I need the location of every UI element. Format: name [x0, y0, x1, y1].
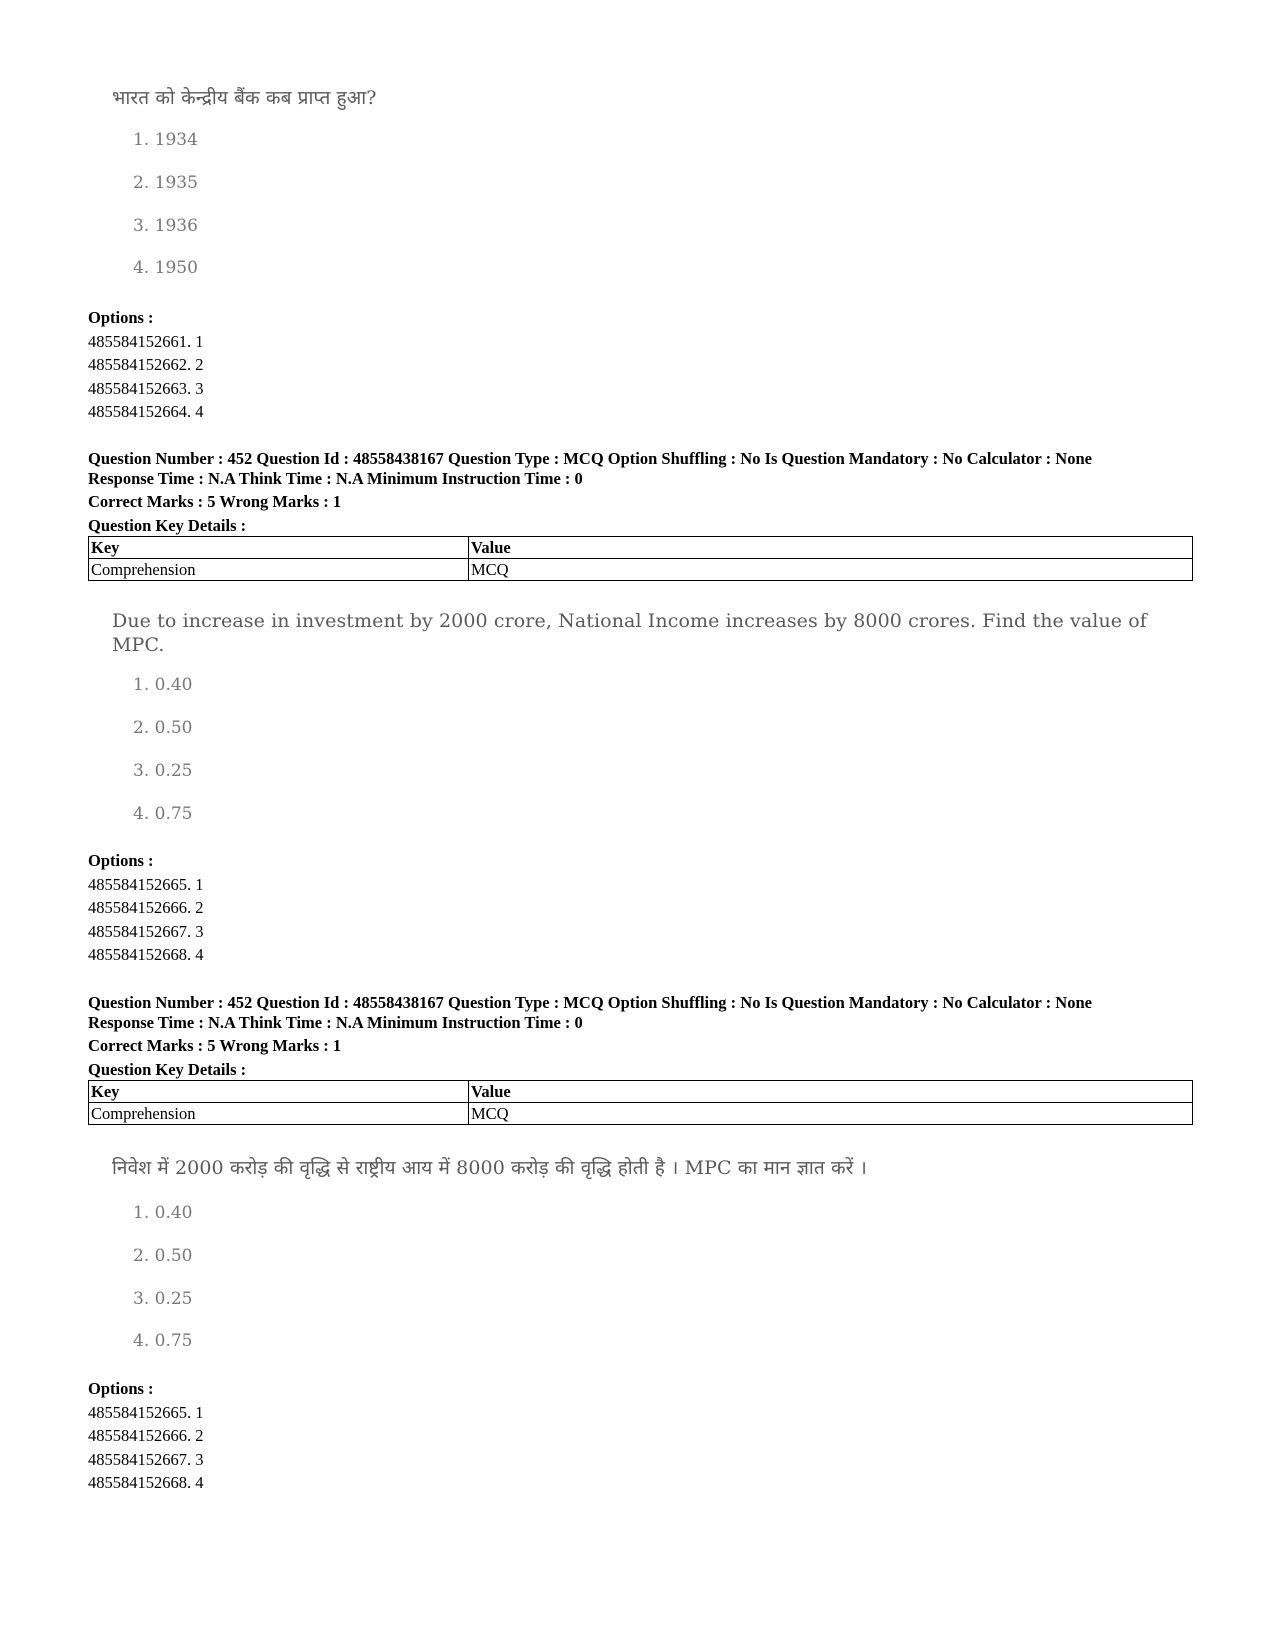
question-2-meta-line-2: Response Time : N.A Think Time : N.A Minimum Instruction Time : 0	[88, 469, 583, 488]
table-header-key: Key	[89, 537, 469, 559]
table-header-value: Value	[469, 1081, 1193, 1103]
options-label: Options :	[88, 308, 154, 327]
table-row	[89, 559, 1193, 581]
table-row	[89, 1103, 1193, 1125]
question-3-meta-line-1: Question Number : 452 Question Id : 48558438167 Question Type : MCQ Option Shuffling : No Is Question Mandatory : No Calculator : None	[88, 993, 1092, 1012]
table-cell-key: Comprehension	[89, 559, 469, 581]
question-3-options	[88, 1377, 204, 1495]
option-item: 485584152665. 1	[88, 874, 204, 894]
option-item: 485584152667. 3	[88, 921, 204, 941]
question-3-marks	[88, 1034, 341, 1081]
table-cell-value: MCQ	[469, 559, 1193, 581]
table-header-value: Value	[469, 537, 1193, 559]
option-item: 485584152665. 1	[88, 1402, 204, 1422]
question-1-options	[88, 306, 204, 424]
question-3-stem: निवेश में 2000 करोड़ की वृद्धि से राष्ट्रीय आय में 8000 करोड़ की वृद्धि होती है । MPC का मान ज्ञात करें ।	[112, 1157, 867, 1179]
question-2-choice-1: 1. 0.40	[133, 675, 193, 695]
option-item: 485584152661. 1	[88, 331, 204, 351]
table-header-row	[89, 1081, 1193, 1103]
option-item: 485584152666. 2	[88, 1426, 204, 1445]
options-label: Options :	[88, 1379, 154, 1398]
question-2-image	[112, 609, 1147, 824]
table-cell-key: Comprehension	[89, 1103, 469, 1125]
key-details-label: Question Key Details :	[88, 1059, 247, 1079]
question-2-choice-2: 2. 0.50	[133, 718, 193, 738]
question-3-key-table	[88, 1080, 1193, 1125]
question-1-choice-4: 4. 1950	[133, 258, 198, 278]
option-item: 485584152667. 3	[88, 1449, 204, 1469]
question-2-stem-line-2: MPC.	[112, 634, 165, 656]
option-item: 485584152663. 3	[88, 378, 204, 398]
question-3-choice-4: 4. 0.75	[133, 1331, 193, 1351]
options-label: Options :	[88, 851, 154, 870]
key-details-label: Question Key Details :	[88, 515, 247, 535]
question-2-meta-line-1: Question Number : 452 Question Id : 48558438167 Question Type : MCQ Option Shuffling : No Is Question Mandatory : No Calculator : None	[88, 449, 1092, 468]
table-cell-value: MCQ	[469, 1103, 1193, 1125]
question-1-image	[112, 86, 377, 278]
table-header-key: Key	[89, 1081, 469, 1103]
option-item: 485584152664. 4	[88, 402, 204, 421]
question-2-meta	[88, 449, 1198, 489]
option-item: 485584152668. 4	[88, 1473, 204, 1492]
question-1-choice-3: 3. 1936	[133, 216, 198, 236]
option-item: 485584152662. 2	[88, 355, 204, 374]
question-3-choice-3: 3. 0.25	[133, 1289, 193, 1309]
option-item: 485584152668. 4	[88, 945, 204, 964]
option-item: 485584152666. 2	[88, 898, 204, 917]
question-3-image	[112, 1156, 867, 1351]
question-2-choice-4: 4. 0.75	[133, 804, 193, 824]
marks-line: Correct Marks : 5 Wrong Marks : 1	[88, 1036, 342, 1055]
question-1-stem: भारत को केन्द्रीय बैंक कब प्राप्त हुआ?	[112, 87, 377, 109]
table-header-row	[89, 537, 1193, 559]
marks-line: Correct Marks : 5 Wrong Marks : 1	[88, 492, 342, 511]
question-1-choice-1: 1. 1934	[133, 130, 198, 150]
question-3-choice-1: 1. 0.40	[133, 1203, 193, 1223]
question-3-meta-line-2: Response Time : N.A Think Time : N.A Minimum Instruction Time : 0	[88, 1013, 583, 1032]
question-2-key-table	[88, 536, 1193, 581]
question-1-choice-2: 2. 1935	[133, 173, 198, 193]
question-2-marks	[88, 490, 341, 537]
question-3-meta	[88, 993, 1198, 1033]
question-2-choice-3: 3. 0.25	[133, 761, 193, 781]
question-2-options	[88, 849, 204, 967]
question-3-choice-2: 2. 0.50	[133, 1246, 193, 1266]
question-2-stem-line-1: Due to increase in investment by 2000 crore, National Income increases by 8000 crores. Find the value of	[112, 610, 1147, 632]
